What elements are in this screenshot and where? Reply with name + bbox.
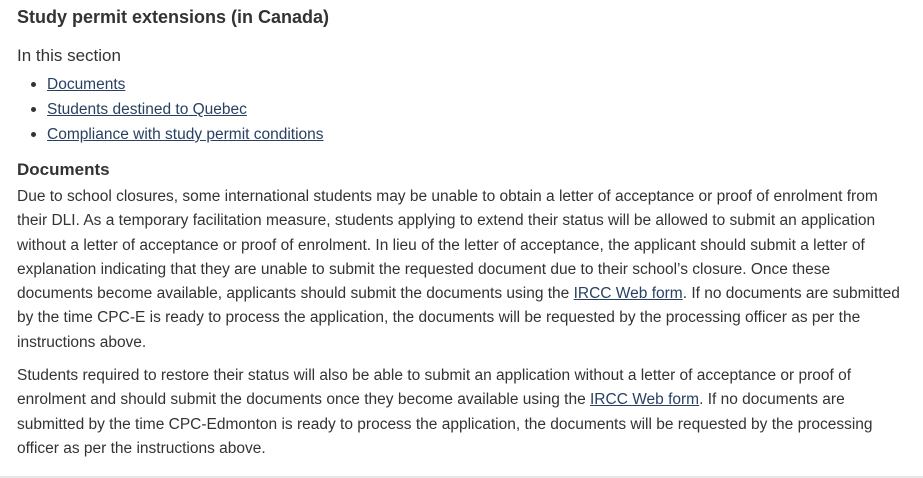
documents-heading: Documents [17, 160, 110, 179]
ircc-web-form-link[interactable]: IRCC Web form [573, 285, 683, 303]
section-link-list [17, 72, 923, 147]
paragraph-text: . If no documents are submitted by the time CPC-E is ready to process the application, the documents will be requested by the processing officer as per the instructions above. [17, 285, 900, 351]
documents-link[interactable]: Documents [47, 76, 126, 93]
list-item [47, 122, 923, 147]
paragraph-text: Due to school closures, some international students may be unable to obtain a letter of acceptance or proof of enrolment from their DLI. As a temporary facilitation measure, students applying to extend their status will be allowed to submit an application without a letter of acceptance or proof of enrolment. In lieu of the letter of acceptance, the applicant should submit a letter of explanation indicating that they are unable to submit the requested document due to their school’s closure. Once these documents become available, applicants should submit the documents using the [17, 188, 878, 303]
documents-paragraph-2 [17, 364, 907, 461]
paragraph-text: Students required to restore their status will also be able to submit an application without a letter of acceptance or proof of enrolment and should submit the documents once they become available using the [17, 367, 852, 409]
page-title: Study permit extensions (in Canada) [17, 7, 330, 27]
list-item [47, 97, 923, 122]
ircc-web-form-link[interactable]: IRCC Web form [590, 391, 700, 409]
list-item [47, 72, 923, 97]
paragraph-text: . If no documents are submitted by the time CPC-Edmonton is ready to process the application, the documents will be requested by the processing officer as per the instructions above. [17, 391, 873, 457]
compliance-study-permit-conditions-link[interactable]: Compliance with study permit conditions [47, 126, 324, 143]
documents-paragraph-1 [17, 185, 907, 355]
in-this-section-heading: In this section [17, 46, 121, 65]
students-destined-to-quebec-link[interactable]: Students destined to Quebec [47, 101, 247, 118]
